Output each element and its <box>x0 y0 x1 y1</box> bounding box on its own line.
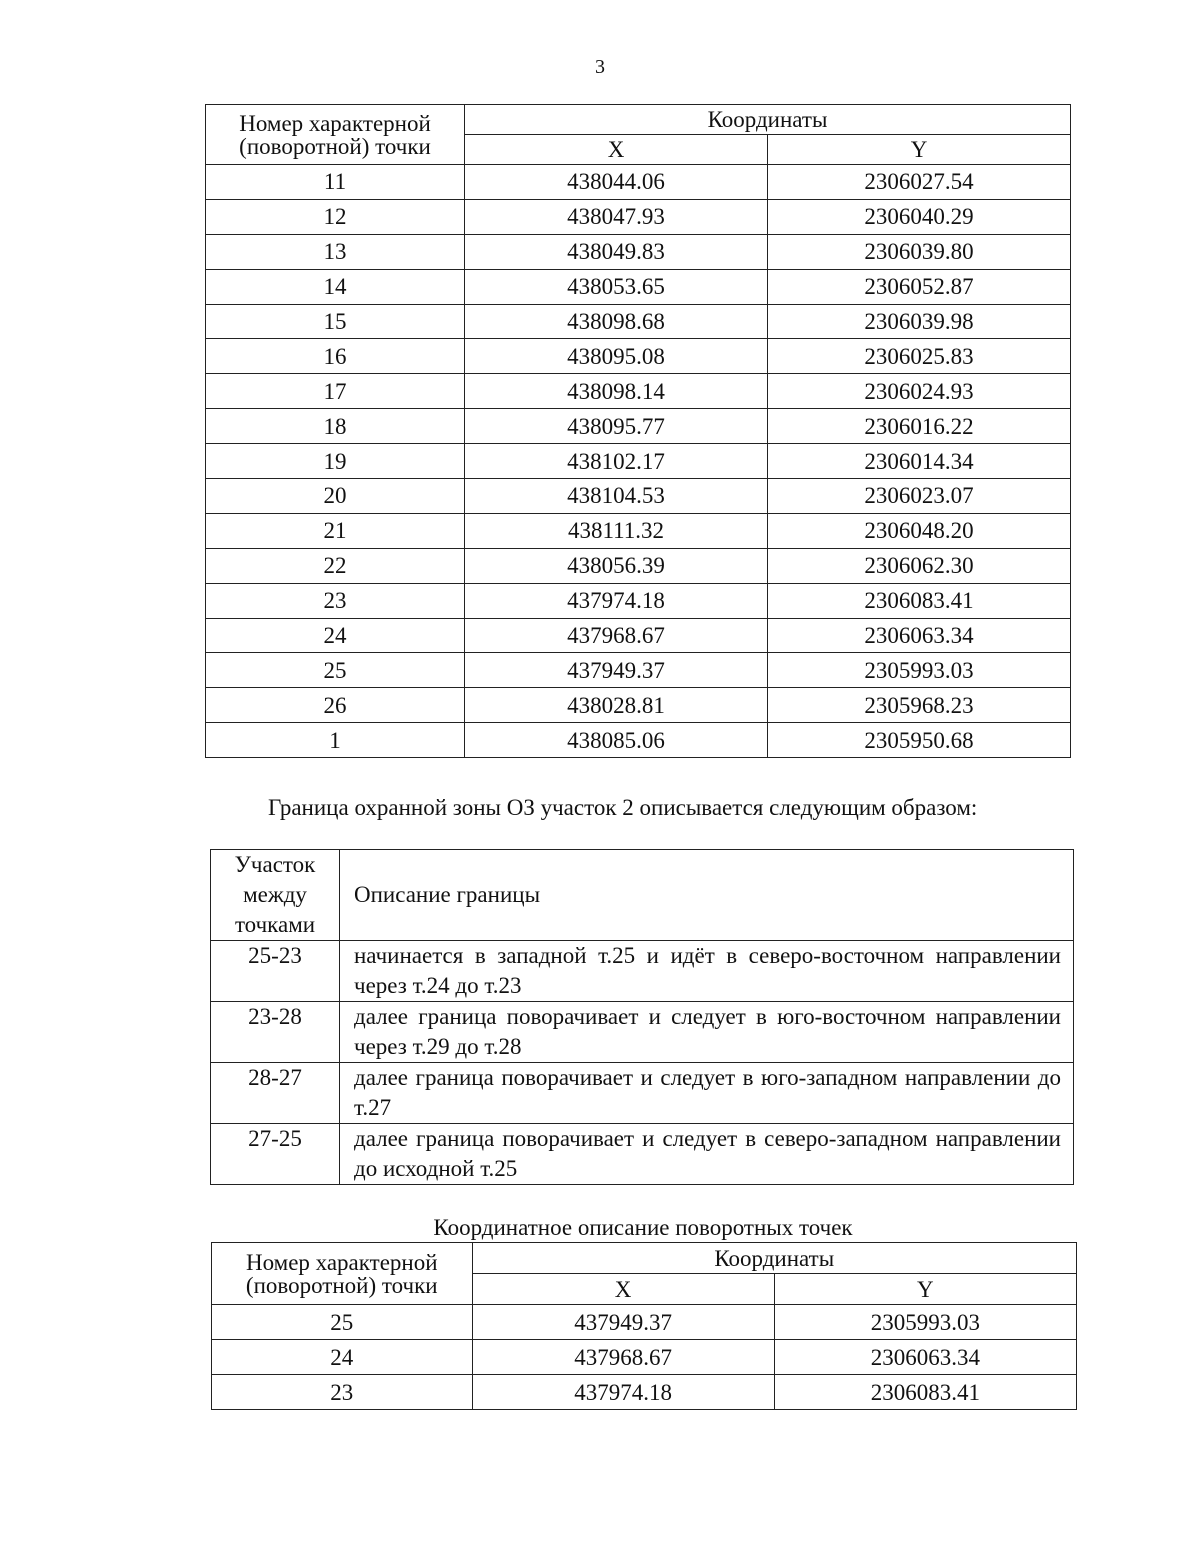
x-coordinate-cell: 437974.18 <box>465 583 768 618</box>
y-coordinate-cell: 2306063.34 <box>768 618 1071 653</box>
point-number-cell: 20 <box>206 479 465 514</box>
point-number-cell: 21 <box>206 513 465 548</box>
table-row <box>206 165 1071 200</box>
y-coordinate-cell: 2306025.83 <box>768 339 1071 374</box>
table-row <box>206 583 1071 618</box>
point-number-cell: 15 <box>206 304 465 339</box>
point-number-cell: 26 <box>206 688 465 723</box>
point-number-cell: 23 <box>206 583 465 618</box>
table-row <box>206 479 1071 514</box>
x-coordinate-cell: 438053.65 <box>465 269 768 304</box>
table-row <box>206 339 1071 374</box>
y-coordinate-cell: 2306062.30 <box>768 548 1071 583</box>
x-coordinate-cell: 438049.83 <box>465 234 768 269</box>
table-row <box>211 1002 1074 1063</box>
point-number-cell: 24 <box>212 1340 473 1375</box>
point-number-cell: 19 <box>206 444 465 479</box>
y-coordinate-cell: 2305993.03 <box>774 1305 1076 1340</box>
x-coordinate-cell: 438102.17 <box>465 444 768 479</box>
y-coordinate-cell: 2305993.03 <box>768 653 1071 688</box>
point-number-cell: 25 <box>206 653 465 688</box>
x-coordinate-cell: 437949.37 <box>465 653 768 688</box>
point-number-cell: 13 <box>206 234 465 269</box>
point-number-cell: 22 <box>206 548 465 583</box>
y-coordinate-cell: 2306016.22 <box>768 409 1071 444</box>
description-cell: далее граница поворачивает и следует в юго-западном направлении до т.27 <box>340 1063 1074 1124</box>
table-row <box>212 1340 1077 1375</box>
point-number-cell: 12 <box>206 199 465 234</box>
page-number: 3 <box>595 56 605 78</box>
point-number-cell: 18 <box>206 409 465 444</box>
table-row <box>206 548 1071 583</box>
y-header: Y <box>774 1274 1076 1305</box>
y-header: Y <box>768 135 1071 165</box>
x-coordinate-cell: 437968.67 <box>472 1340 774 1375</box>
segment-cell: 23-28 <box>211 1002 340 1063</box>
coordinates-table-1 <box>205 104 1071 758</box>
x-coordinate-cell: 438028.81 <box>465 688 768 723</box>
y-coordinate-cell: 2306052.87 <box>768 269 1071 304</box>
y-coordinate-cell: 2306014.34 <box>768 444 1071 479</box>
y-coordinate-cell: 2306048.20 <box>768 513 1071 548</box>
point-number-cell: 16 <box>206 339 465 374</box>
table-row <box>206 513 1071 548</box>
point-number-cell: 24 <box>206 618 465 653</box>
table-row <box>206 234 1071 269</box>
table-row <box>206 618 1071 653</box>
table-row <box>206 688 1071 723</box>
point-number-cell: 14 <box>206 269 465 304</box>
coordinates-header: Координаты <box>472 1243 1077 1274</box>
y-coordinate-cell: 2306027.54 <box>768 165 1071 200</box>
table-row <box>206 269 1071 304</box>
x-header: X <box>472 1274 774 1305</box>
x-coordinate-cell: 438044.06 <box>465 165 768 200</box>
table-row <box>206 304 1071 339</box>
table-row <box>212 1375 1077 1410</box>
y-coordinate-cell: 2306023.07 <box>768 479 1071 514</box>
coordinates-header: Координаты <box>465 105 1071 135</box>
point-number-cell: 25 <box>212 1305 473 1340</box>
x-coordinate-cell: 438095.77 <box>465 409 768 444</box>
point-number-cell: 1 <box>206 723 465 758</box>
table-row <box>206 409 1071 444</box>
y-coordinate-cell: 2306063.34 <box>774 1340 1076 1375</box>
description-header: Описание границы <box>340 850 1074 941</box>
description-cell: далее граница поворачивает и следует в юго-восточном направлении через т.29 до т.28 <box>340 1002 1074 1063</box>
y-coordinate-cell: 2306024.93 <box>768 374 1071 409</box>
table-row <box>211 941 1074 1002</box>
x-coordinate-cell: 438056.39 <box>465 548 768 583</box>
segment-cell: 28-27 <box>211 1063 340 1124</box>
table-row <box>212 1305 1077 1340</box>
coordinates-table-2 <box>211 1242 1077 1410</box>
x-coordinate-cell: 437949.37 <box>472 1305 774 1340</box>
point-number-header: Номер характерной (поворотной) точки <box>206 105 465 165</box>
y-coordinate-cell: 2306039.98 <box>768 304 1071 339</box>
y-coordinate-cell: 2305968.23 <box>768 688 1071 723</box>
x-coordinate-cell: 438104.53 <box>465 479 768 514</box>
y-coordinate-cell: 2306083.41 <box>774 1375 1076 1410</box>
table-row <box>206 653 1071 688</box>
x-coordinate-cell: 438085.06 <box>465 723 768 758</box>
table-caption: Координатное описание поворотных точек <box>433 1215 853 1240</box>
description-cell: далее граница поворачивает и следует в северо-западном направлении до исходной т.25 <box>340 1124 1074 1185</box>
x-coordinate-cell: 438111.32 <box>465 513 768 548</box>
x-coordinate-cell: 438098.14 <box>465 374 768 409</box>
table-row <box>206 444 1071 479</box>
point-number-cell: 17 <box>206 374 465 409</box>
x-coordinate-cell: 437968.67 <box>465 618 768 653</box>
table-row <box>206 199 1071 234</box>
boundary-paragraph: Граница охранной зоны ОЗ участок 2 описывается следующим образом: <box>268 795 978 820</box>
x-coordinate-cell: 438098.68 <box>465 304 768 339</box>
y-coordinate-cell: 2306039.80 <box>768 234 1071 269</box>
table-row <box>211 1063 1074 1124</box>
table-row <box>206 374 1071 409</box>
x-coordinate-cell: 438047.93 <box>465 199 768 234</box>
y-coordinate-cell: 2305950.68 <box>768 723 1071 758</box>
segment-cell: 27-25 <box>211 1124 340 1185</box>
point-number-cell: 11 <box>206 165 465 200</box>
point-number-header: Номер характерной (поворотной) точки <box>212 1243 473 1305</box>
segment-header: Участок между точками <box>211 850 340 941</box>
x-coordinate-cell: 438095.08 <box>465 339 768 374</box>
y-coordinate-cell: 2306040.29 <box>768 199 1071 234</box>
table-row <box>211 1124 1074 1185</box>
x-coordinate-cell: 437974.18 <box>472 1375 774 1410</box>
y-coordinate-cell: 2306083.41 <box>768 583 1071 618</box>
description-cell: начинается в западной т.25 и идёт в северо-восточном направлении через т.24 до т.23 <box>340 941 1074 1002</box>
point-number-cell: 23 <box>212 1375 473 1410</box>
segment-cell: 25-23 <box>211 941 340 1002</box>
x-header: X <box>465 135 768 165</box>
table-row <box>206 723 1071 758</box>
boundary-description-table <box>210 849 1074 1185</box>
